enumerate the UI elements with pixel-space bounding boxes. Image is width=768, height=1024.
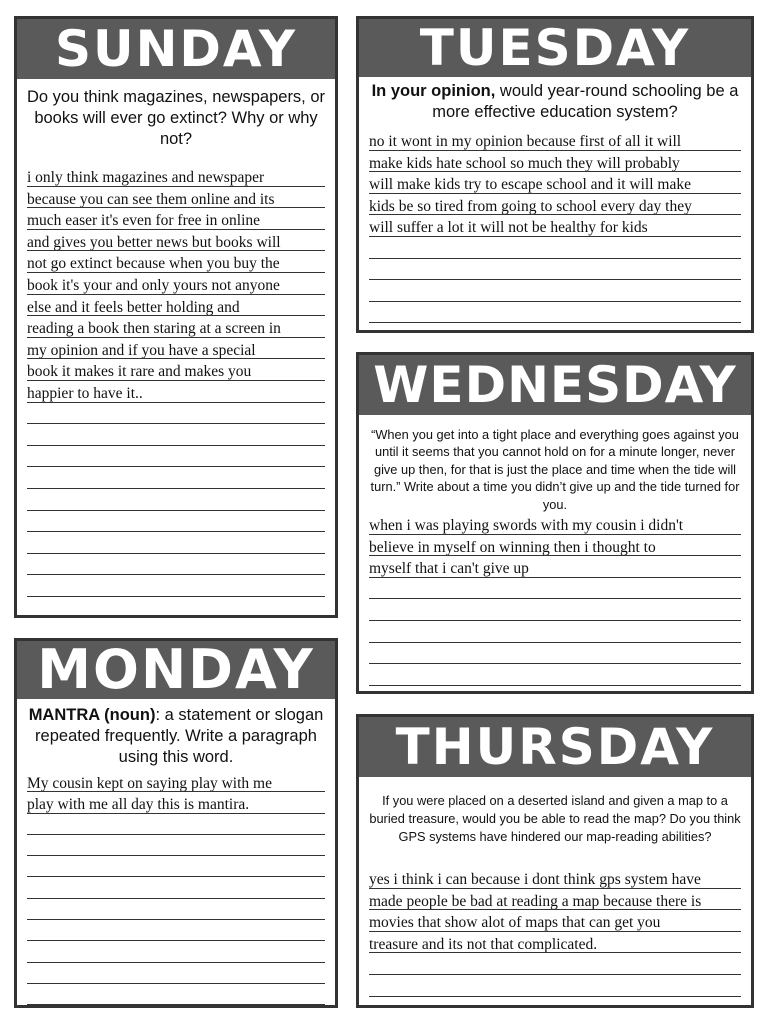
answer-line[interactable]: happier to have it.. — [27, 381, 325, 403]
answer-line[interactable]: else and it feels better holding and — [27, 295, 325, 317]
monday-prompt — [17, 705, 335, 768]
tuesday-card — [356, 16, 754, 333]
answer-line[interactable] — [27, 489, 325, 511]
monday-prompt-rest: : a statement or slogan repeated frequently. Write a paragraph using this word. — [35, 706, 324, 766]
tuesday-prompt — [359, 81, 751, 123]
answer-line[interactable] — [27, 899, 325, 920]
sunday-title: SUNDAY — [17, 19, 335, 79]
wednesday-title: WEDNESDAY — [359, 355, 751, 415]
answer-line[interactable] — [27, 575, 325, 597]
tuesday-prompt-bold: In your opinion, — [371, 82, 496, 100]
sunday-prompt: Do you think magazines, newspapers, or books will ever go extinct? Why or why not? — [26, 88, 326, 148]
thursday-title: THURSDAY — [359, 717, 751, 777]
answer-line[interactable] — [27, 532, 325, 554]
answer-line[interactable] — [27, 835, 325, 856]
answer-line[interactable]: when i was playing swords with my cousin i didn't — [369, 513, 741, 535]
answer-line[interactable]: yes i think i can because i dont think gps system have — [369, 867, 741, 889]
answer-line[interactable] — [27, 877, 325, 898]
answer-line[interactable] — [27, 920, 325, 941]
answer-line[interactable]: and gives you better news but books will — [27, 230, 325, 252]
tuesday-title: TUESDAY — [359, 19, 751, 77]
answer-line[interactable] — [27, 403, 325, 425]
answer-line[interactable]: believe in myself on winning then i thought to — [369, 535, 741, 557]
monday-answer-lines[interactable] — [27, 771, 325, 1005]
answer-line[interactable] — [27, 856, 325, 877]
answer-line[interactable]: will make kids try to escape school and it will make — [369, 172, 741, 194]
answer-line[interactable] — [369, 280, 741, 302]
answer-line[interactable]: myself that i can't give up — [369, 556, 741, 578]
answer-line[interactable] — [369, 578, 741, 600]
answer-line[interactable]: play with me all day this is mantira. — [27, 792, 325, 813]
answer-line[interactable]: treasure and its not that complicated. — [369, 932, 741, 954]
answer-line[interactable] — [27, 467, 325, 489]
answer-line[interactable] — [369, 621, 741, 643]
wednesday-prompt: “When you get into a tight place and everything goes against you until it seems that you cannot hold on for a minute longer, never give up then, for that is just the place and time when the tide will turn.” Write about a time you didn’t give up and the tide turned for you. — [370, 427, 740, 512]
answer-line[interactable] — [369, 237, 741, 259]
answer-line[interactable] — [27, 446, 325, 468]
answer-line[interactable]: make kids hate school so much they will probably — [369, 151, 741, 173]
answer-line[interactable] — [369, 953, 741, 975]
tuesday-answer-lines[interactable] — [369, 129, 741, 323]
monday-card — [14, 638, 338, 1008]
answer-line[interactable]: will suffer a lot it will not be healthy for kids — [369, 215, 741, 237]
answer-line[interactable]: not go extinct because when you buy the — [27, 251, 325, 273]
answer-line[interactable] — [369, 599, 741, 621]
thursday-answer-lines[interactable] — [369, 867, 741, 997]
answer-line[interactable]: much easer it's even for free in online — [27, 208, 325, 230]
thursday-card — [356, 714, 754, 1008]
answer-line[interactable] — [27, 984, 325, 1005]
answer-line[interactable]: because you can see them online and its — [27, 187, 325, 209]
answer-line[interactable]: my opinion and if you have a special — [27, 338, 325, 360]
sunday-answer-lines[interactable] — [27, 165, 325, 618]
answer-line[interactable] — [27, 511, 325, 533]
answer-line[interactable] — [27, 941, 325, 962]
tuesday-prompt-rest: would year-round schooling be a more effective education system? — [432, 82, 739, 121]
monday-title: MONDAY — [17, 641, 335, 699]
answer-line[interactable]: made people be bad at reading a map because there is — [369, 889, 741, 911]
answer-line[interactable]: no it wont in my opinion because first of all it will — [369, 129, 741, 151]
answer-line[interactable]: i only think magazines and newspaper — [27, 165, 325, 187]
answer-line[interactable]: My cousin kept on saying play with me — [27, 771, 325, 792]
answer-line[interactable] — [27, 963, 325, 984]
answer-line[interactable] — [369, 302, 741, 324]
wednesday-card — [356, 352, 754, 694]
answer-line[interactable] — [27, 554, 325, 576]
answer-line[interactable] — [369, 643, 741, 665]
answer-line[interactable]: kids be so tired from going to school every day they — [369, 194, 741, 216]
answer-line[interactable]: reading a book then staring at a screen in — [27, 316, 325, 338]
answer-line[interactable]: movies that show alot of maps that can get you — [369, 910, 741, 932]
monday-prompt-bold: MANTRA (noun) — [28, 706, 156, 724]
thursday-prompt: If you were placed on a deserted island and given a map to a buried treasure, would you be able to read the map? Do you think GPS systems have hindered our map-reading abilities? — [369, 793, 741, 844]
answer-line[interactable] — [27, 597, 325, 618]
answer-line[interactable] — [369, 259, 741, 281]
answer-line[interactable] — [369, 664, 741, 686]
answer-line[interactable] — [369, 975, 741, 997]
answer-line[interactable]: book it makes it rare and makes you — [27, 359, 325, 381]
answer-line[interactable]: book it's your and only yours not anyone — [27, 273, 325, 295]
answer-line[interactable] — [27, 814, 325, 835]
wednesday-answer-lines[interactable] — [369, 513, 741, 686]
answer-line[interactable] — [27, 424, 325, 446]
sunday-card — [14, 16, 338, 618]
